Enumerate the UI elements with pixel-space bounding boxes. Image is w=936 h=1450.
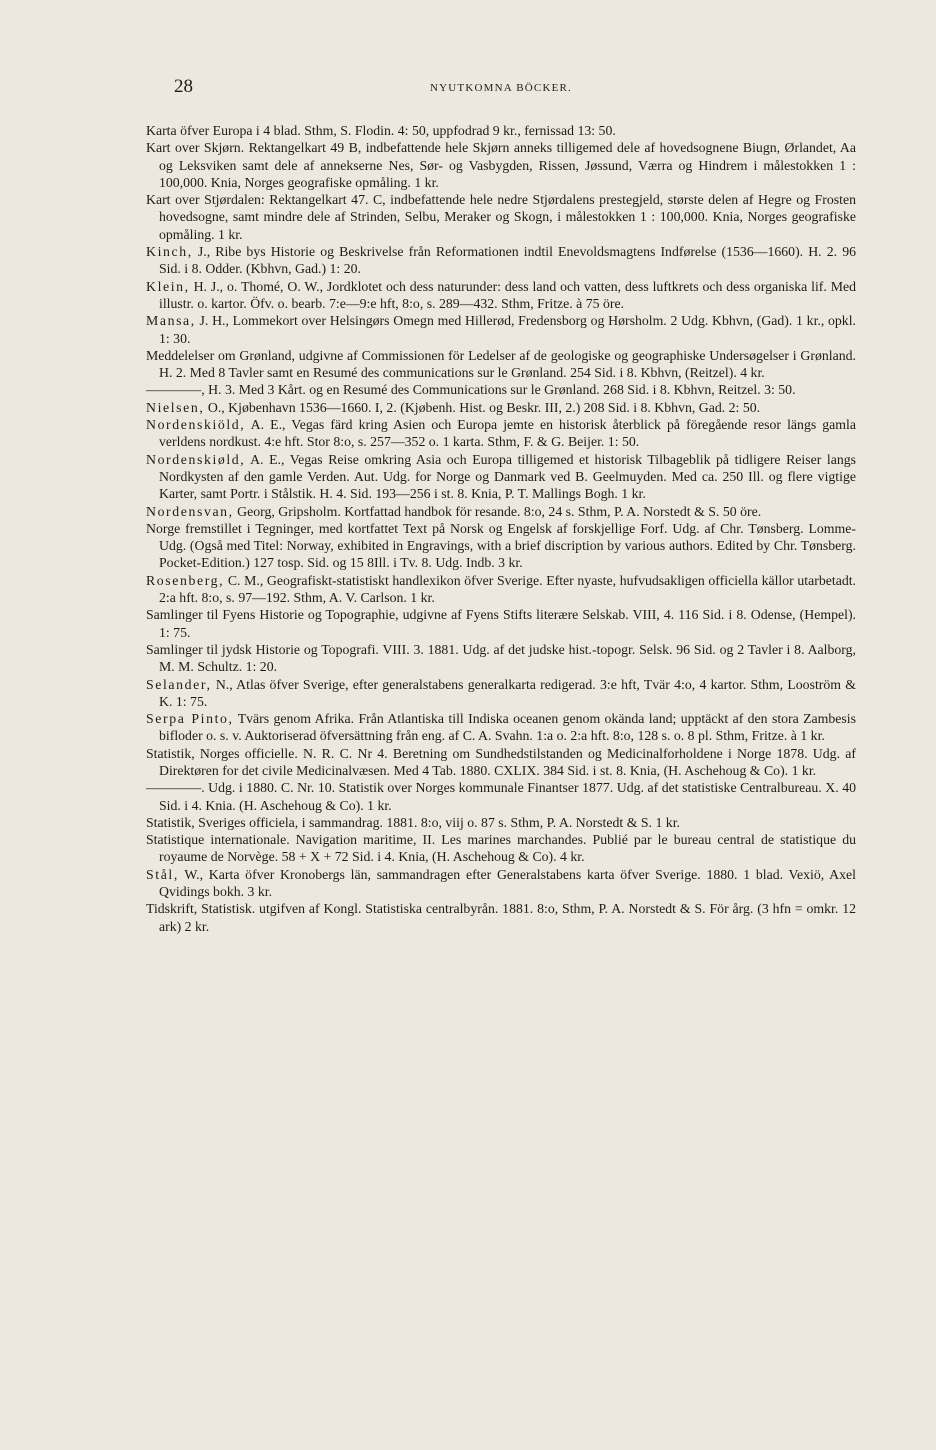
- entry-author: Nielsen,: [146, 399, 205, 415]
- bibliography-entry: [146, 710, 856, 745]
- entry-author: Selander,: [146, 676, 212, 692]
- bibliography-entry: [146, 641, 856, 676]
- bibliography-entry: [146, 572, 856, 607]
- bibliography-entry: [146, 312, 856, 347]
- entry-text: Tidskrift, Statistisk. utgifven af Kongl. Statistiska centralbyrån. 1881. 8:o, Sthm, P. A. Norstedt & S. För årg. (3 hfn = omkr. 12 ark) 2 kr.: [146, 901, 856, 934]
- entry-text: J., Ribe bys Historie og Beskrivelse från Reformationen indtil Enevoldsmagtens Indførelse (1536—1660). H. 2. 96 Sid. i 8. Odder. (Kbhvn, Gad.) 1: 20.: [159, 244, 856, 277]
- bibliography-entry: [146, 243, 856, 278]
- entry-author: Nordenskiøld,: [146, 451, 246, 467]
- entry-text: Karta öfver Europa i 4 blad. Sthm, S. Flodin. 4: 50, uppfodrad 9 kr., fernissad 13: 50.: [146, 123, 616, 138]
- entry-text: ————. Udg. i 1880. C. Nr. 10. Statistik over Norges kommunale Finantser 1877. Udg. af det statistiske Centralbureau. X. 40 Sid. i 4. Knia. (H. Aschehoug & Co). 1 kr.: [146, 780, 856, 813]
- bibliography-entry: [146, 139, 856, 191]
- entry-author: Nordenskiöld,: [146, 417, 246, 433]
- entry-text: Norge fremstillet i Tegninger, med kortfattet Text på Norsk og Engelsk af forskjellige Forf. Udg. af Chr. Tønsberg. Lomme-Udg. (Også med Titel: Norway, exhibited in Engravings, with a brief discription by various authors. Edited by Chr. Tønsberg. Pocket-Edition.) 127 tosp. Sid. og 15 8Ill. i Tv. 8. Udg. Indb. 3 kr.: [146, 520, 856, 571]
- entry-text: Georg, Gripsholm. Kortfattad handbok för resande. 8:o, 24 s. Sthm, P. A. Norstedt & S. 50 öre.: [233, 503, 762, 519]
- entry-text: A. E., Vegas Reise omkring Asia och Europa tilligemed et historisk Tilbageblik på tidligere Reiser langs Nordkysten af den gamle Verden. Aut. Udg. for Norge og Danmark ved B. Geelmuyden. Med ca. 250 Ill. og flere vigtige Karter, samt Portr. i Stålstik. H. 4. Sid. 193—256 i st. 8. Knia, P. T. Mallings Bogh. 1 kr.: [159, 451, 856, 502]
- entry-text: C. M., Geografiskt-statistiskt handlexikon öfver Sverige. Efter nyaste, hufvudsakligen officiella källor utarbetadt. 2:a hft. 8:o, s. 97—192. Sthm, A. V. Carlson. 1 kr.: [159, 572, 856, 606]
- bibliography-entry: [146, 347, 856, 382]
- bibliography-entry: [146, 676, 856, 711]
- bibliography-entry: [146, 831, 856, 866]
- bibliography-entry: [146, 866, 856, 901]
- entry-text: Tvärs genom Afrika. Från Atlantiska till Indiska oceanen genom okända land; upptäckt af den stora Zambesis bifloder o. s. v. Auktoriserad öfversättning från eng. af C. A. Svahn. 1:a o. 2:a hft. 8:o, 128 s. o. 8 pl. Sthm, Fritze. à 1 kr.: [159, 711, 857, 744]
- entry-text: Kart over Skjørn. Rektangelkart 49 B, indbefattende hele Skjørn anneks tilligemed dele af hovedsognene Biugn, Ørlandet, Aa og Leksviken samt dele af annekserne Nes, Sør- og Vasbygden, Rissen, Jøssund, Værra og Hindrem i målestokken 1 : 100,000. Knia, Norges geografiske opmåling. 1 kr.: [146, 140, 856, 190]
- entry-text: O., Kjøbenhavn 1536—1660. I, 2. (Kjøbenh. Hist. og Beskr. III, 2.) 208 Sid. i 8. Kbhvn, Gad. 2: 50.: [204, 399, 761, 415]
- entry-text: ————, H. 3. Med 3 Kårt. og en Resumé des Communications sur le Grønland. 268 Sid. i 8. Kbhvn, Reitzel. 3: 50.: [146, 382, 796, 398]
- entry-text: H. J., o. Thomé, O. W., Jordklotet och dess naturunder: dess land och vatten, dess luftkrets och dess organiska lif. Med illustr. o. kartor. Öfv. o. bearb. 7:e—9:e hft, 8:o, s. 289—432. Sthm, Fritze. à 75 öre.: [159, 278, 856, 311]
- entry-author: Serpa Pinto,: [146, 711, 234, 727]
- entry-author: Rosenberg,: [146, 572, 225, 588]
- entry-text: N., Atlas öfver Sverige, efter generalstabens generalkarta redigerad. 3:e hft, Tvär 4:o, 4 kartor. Sthm, Looström & K. 1: 75.: [159, 676, 856, 709]
- bibliography-entry: [146, 814, 856, 831]
- bibliography-entry: [146, 900, 856, 935]
- entry-text: Kart over Stjørdalen: Rektangelkart 47. C, indbefattende hele nedre Stjørdalens prestegjeld, største delen af Hegre og Frosten hovedsogne, samt mindre dele af Strinden, Selbu, Meraker og Skogn, i målestokken 1 : 100,000. Knia, Norges geografiske opmåling. 1 kr.: [146, 192, 856, 242]
- bibliography-entry: [146, 122, 856, 139]
- bibliography-entry: [146, 520, 856, 572]
- entry-text: Statistique internationale. Navigation maritime, II. Les marines marchandes. Publié par le bureau central de statistique du royaume de Norvège. 58 + X + 72 Sid. i 4. Knia, (H. Aschehoug & Co). 4 kr.: [146, 832, 856, 865]
- bibliography-entry: [146, 381, 856, 398]
- page-number: 28: [174, 76, 193, 97]
- page-header: [146, 76, 856, 100]
- entry-text: Samlinger til Fyens Historie og Topographie, udgivne af Fyens Stifts literære Selskab. VIII, 4. 116 Sid. i 8. Odense, (Hempel). 1: 75.: [146, 607, 856, 640]
- entry-author: Klein,: [146, 278, 190, 294]
- entry-author: Stål,: [146, 866, 179, 882]
- bibliography-entry: [146, 278, 856, 313]
- bibliography-entry: [146, 779, 856, 814]
- entry-text: Statistik, Sveriges officiela, i sammandrag. 1881. 8:o, viij o. 87 s. Sthm, P. A. Norstedt & S. 1 kr.: [146, 814, 680, 830]
- running-title: NYUTKOMNA BÖCKER.: [429, 82, 573, 94]
- entry-text: Statistik, Norges officielle. N. R. C. Nr 4. Beretning om Sundhedstilstanden og Medicinalforholdene i Norge 1878. Udg. af Direktøren for det civile Medicinalvæsen. Med 4 Tab. 1880. CXLIX. 384 Sid. i st. 8. Knia, (H. Aschehoug & Co). 1 kr.: [146, 745, 856, 778]
- bibliography-entry: [146, 191, 856, 243]
- bibliography-entry: [146, 399, 856, 416]
- entry-text: Meddelelser om Grønland, udgivne af Commissionen för Ledelser af de geologiske og geographiske Undersøgelser i Grønland. H. 2. Med 8 Tavler samt en Resumé des communications sur le Grønland. 254 Sid. i 8. Kbhvn, (Reitzel). 4 kr.: [146, 347, 856, 381]
- bibliography-entry: [146, 745, 856, 780]
- entry-text: W., Karta öfver Kronobergs län, sammandragen efter Generalstabens karta öfver Sverige. 1880. 1 blad. Vexiö, Axel Qvidings bokh. 3 kr.: [159, 866, 856, 900]
- entry-text: A. E., Vegas färd kring Asien och Europa jemte en historisk återblick på föregående resor längs gamla verldens nordkust. 4:e hft. Stor 8:o, s. 257—352 o. 1 karta. Sthm, F. & G. Beijer. 1: 50.: [159, 417, 856, 450]
- bibliography-entry: [146, 416, 856, 451]
- bibliography-list: [146, 122, 856, 935]
- entry-author: Kinch,: [146, 244, 193, 260]
- entry-author: Nordensvan,: [146, 503, 234, 519]
- bibliography-entry: [146, 451, 856, 503]
- entry-text: J. H., Lommekort over Helsingørs Omegn med Hillerød, Fredensborg og Hørsholm. 2 Udg. Kbhvn, (Gad). 1 kr., opkl. 1: 30.: [159, 313, 856, 346]
- entry-author: Mansa,: [146, 313, 196, 329]
- bibliography-entry: [146, 606, 856, 641]
- entry-text: Samlinger til jydsk Historie og Topografi. VIII. 3. 1881. Udg. af det judske hist.-topogr. Selsk. 96 Sid. og 2 Tavler i 8. Aalborg, M. M. Schultz. 1: 20.: [146, 641, 856, 675]
- bibliography-entry: [146, 503, 856, 520]
